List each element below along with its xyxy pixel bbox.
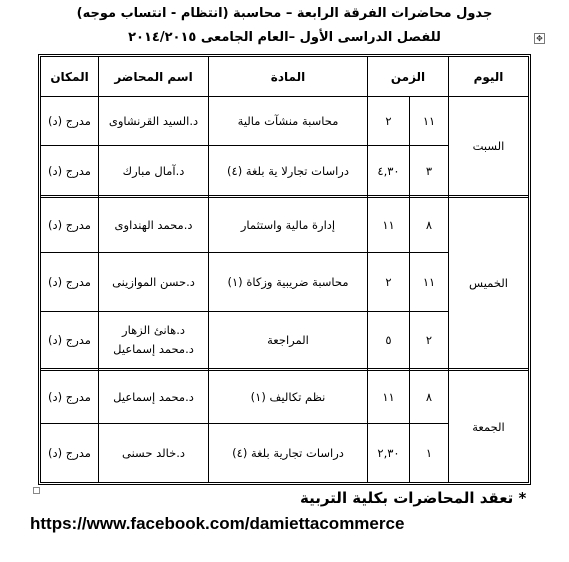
lecturer-cell: د.السيد القرنشاوى [108,114,199,128]
day-cell: السبت [472,139,505,153]
place-cell: مدرج (د) [48,275,91,289]
lecturer-cell: د.محمد الهنداوى [114,218,193,232]
lecturer-cell [99,312,208,368]
time-from: ٢ [425,333,433,347]
facebook-url[interactable]: https://www.facebook.com/damiettacommerce [30,514,405,533]
place-cell: مدرج (د) [48,390,91,404]
document-subtitle: للفصل الدراسى الأول –العام الجامعى ٢٠١٤/٢٠١٥ [128,30,441,45]
time-from: ١١ [422,114,436,128]
table-move-handle-icon[interactable]: ✥ [534,33,545,44]
header-time: الزمن [390,69,426,84]
place-cell: مدرج (د) [48,163,91,178]
time-from: ٣ [425,163,433,178]
time-to: ٤,٣٠ [377,163,400,178]
lecturer-name: د.محمد إسماعيل [113,342,194,356]
header-day: اليوم [473,69,504,84]
time-to: ١١ [382,218,395,232]
subject-cell: نظم تكاليف (١) [250,390,326,404]
schedule-table [38,54,531,485]
venue-note: * تعقد المحاضرات بكلية التربية [300,489,527,507]
day-cell: الجمعة [472,419,505,434]
day-cell: الخميس [469,276,508,290]
header-subject: المادة [270,69,306,84]
place-cell: مدرج (د) [48,218,91,232]
table-resize-handle[interactable] [33,487,40,494]
subject-cell: إدارة مالية واستثمار [240,218,336,232]
lecturer-cell: د.خالد حسنى [122,446,186,460]
time-from: ٨ [425,218,433,232]
header-place: المكان [50,69,89,84]
time-to: ٢ [385,275,392,289]
place-cell: مدرج (د) [48,446,91,460]
time-from: ١ [425,446,433,460]
time-to: ١١ [382,390,395,404]
subject-cell: دراسات تجارلا ية بلغة (٤) [227,163,349,178]
time-from: ٨ [425,390,433,404]
subject-cell: دراسات تجارية بلغة (٤) [232,446,344,460]
subject-cell: المراجعة [267,333,309,347]
time-from: ١١ [422,275,436,289]
lecturer-cell: د.آمال مبارك [122,163,185,178]
time-to: ٢ [385,114,392,128]
subject-cell: محاسبة ضريبية وزكاة (١) [227,275,349,289]
lecturer-cell: د.محمد إسماعيل [113,390,194,404]
time-to: ٢,٣٠ [377,446,400,460]
place-cell: مدرج (د) [48,333,91,347]
header-lecturer: اسم المحاضر [114,69,193,84]
lecturer-cell: د.حسن الموازينى [112,275,195,289]
subject-cell: محاسبة منشآت مالية [237,114,339,128]
document-title: جدول محاضرات الفرقة الرابعة – محاسبة (انتظام - انتساب موجه) [76,6,493,21]
place-cell: مدرج (د) [48,114,91,128]
lecturer-name: د.هانئ الزهار [122,323,185,337]
time-to: ٥ [385,333,392,347]
